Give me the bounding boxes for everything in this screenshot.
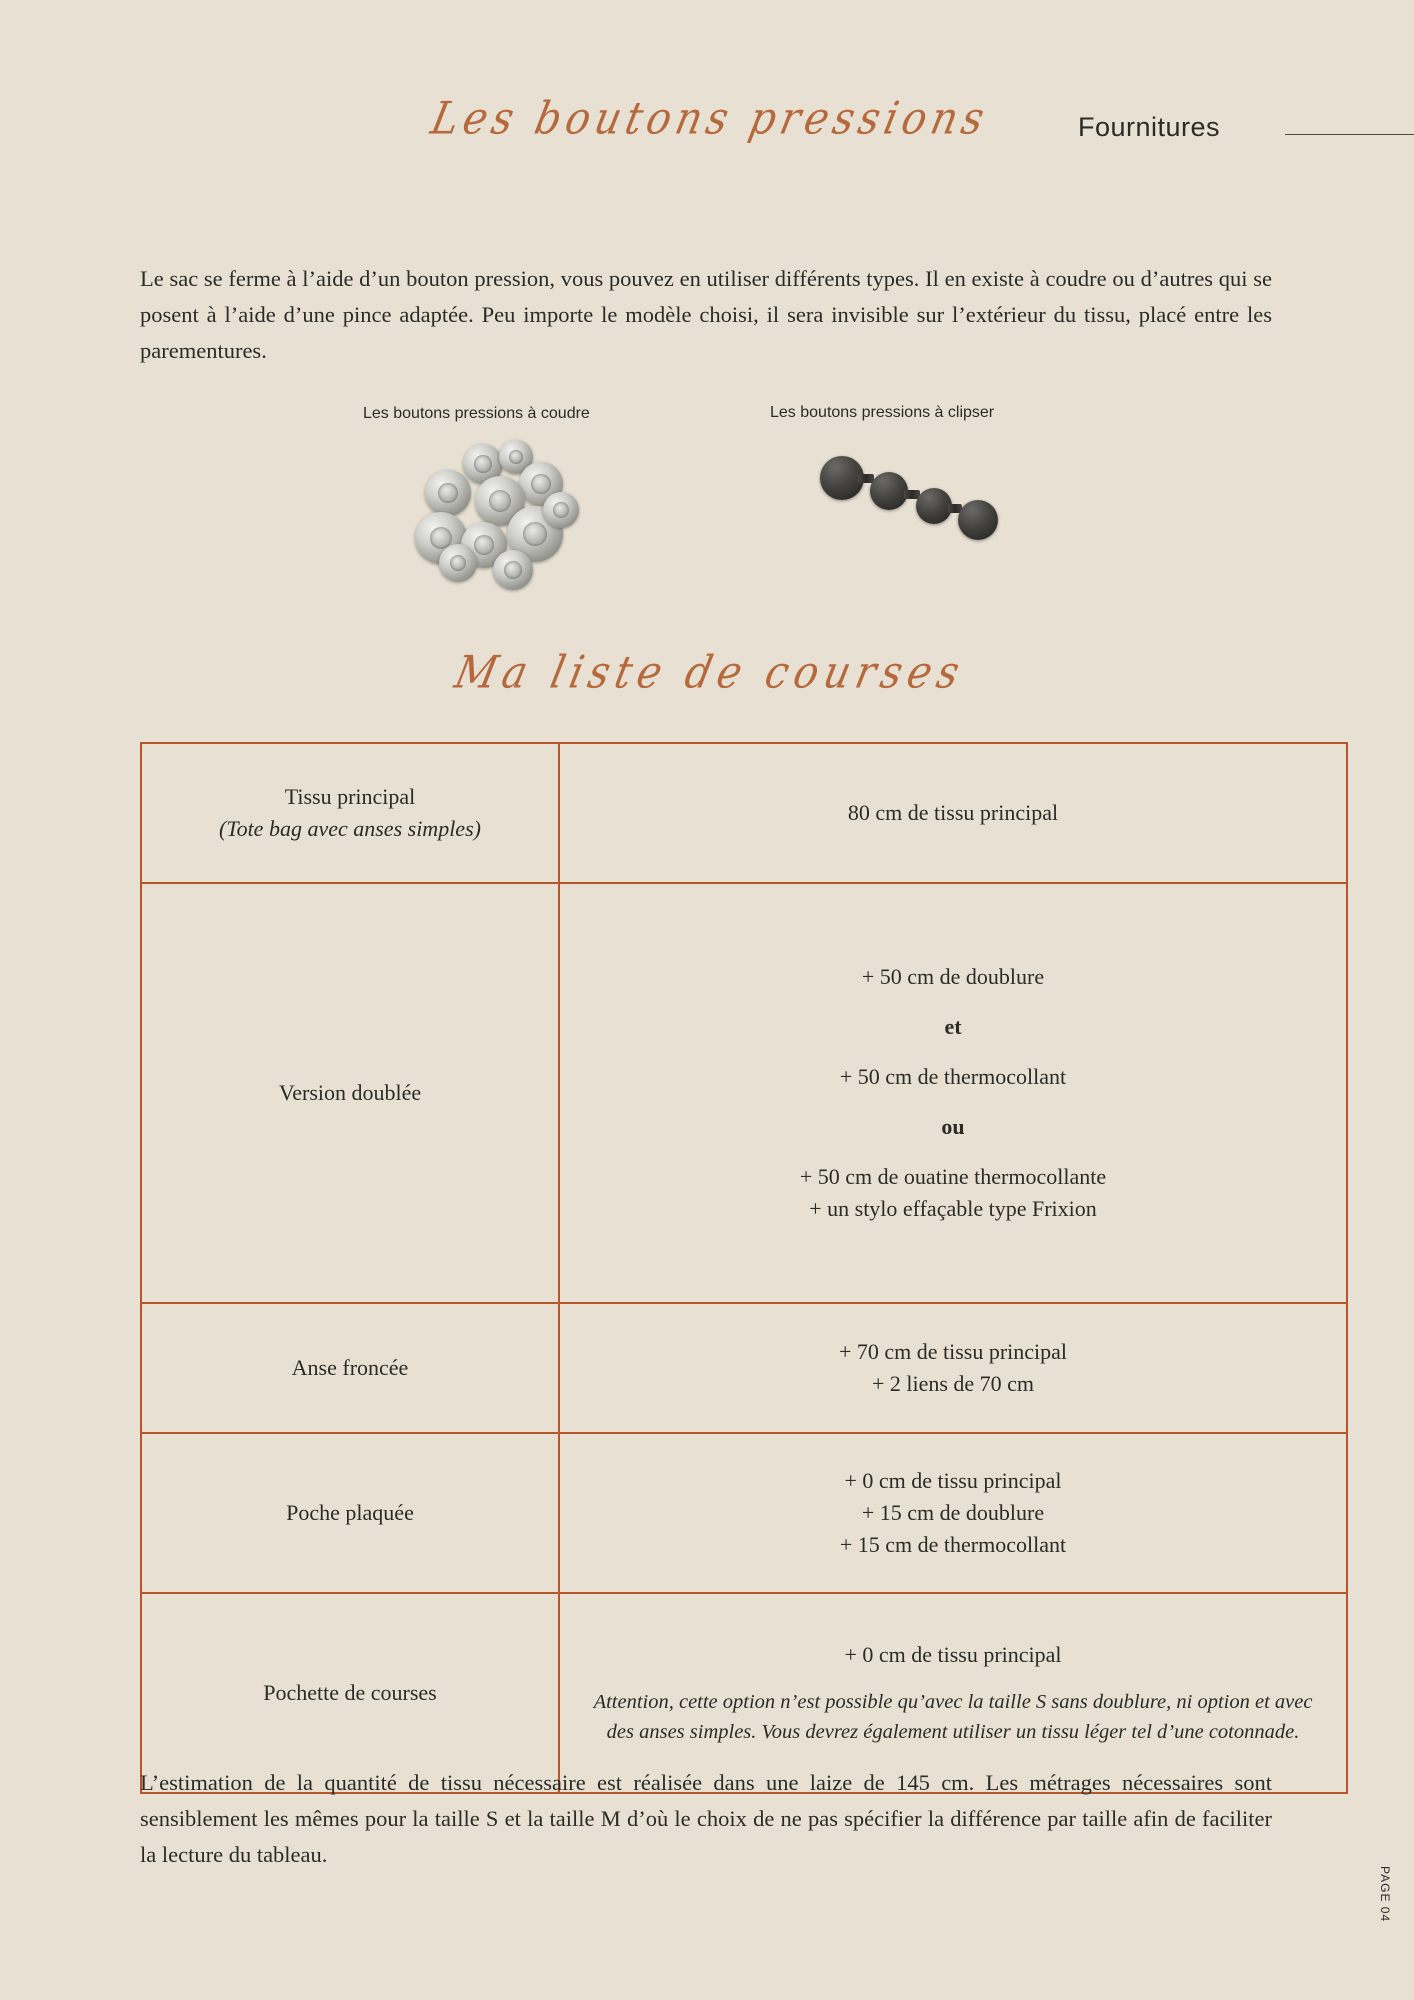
section-category-label: Fournitures [1078,112,1221,142]
intro-paragraph: Le sac se ferme à l’aide d’un bouton pression, vous pouvez en utiliser différents types. Il en existe à coudre ou d’autres qui se posent à l’aide d’une pince adaptée. Peu importe le modèle choisi, il sera invisible sur l’extérieur du tissu, placé entre les parementures. [140,265,1272,363]
table-row [141,1303,1347,1433]
value-line: 80 cm de tissu principal [847,800,1059,825]
value-line: + 50 cm de doublure [861,964,1045,989]
value-line: + un stylo effaçable type Frixion [809,1196,1097,1221]
shopping-list-title: Ma liste de courses [450,647,970,699]
spacer [578,1043,1328,1061]
table-row [141,743,1347,883]
row-label-shopping-pouch: Pochette de courses [141,1593,559,1793]
row-note: Attention, cette option n’est possible qu’avec la taille S sans doublure, ni option et avec des anses simples. Vous devrez également utiliser un tissu léger tel d’une cotonnade. [593,1691,1313,1743]
row-value-lined-version [559,883,1347,1303]
row-label-patch-pocket: Poche plaquée [141,1433,559,1593]
value-line: + 50 cm de ouatine thermocollante [799,1164,1107,1189]
value-line: + 50 cm de thermocollant [839,1064,1067,1089]
value-line: + 15 cm de thermocollant [839,1532,1067,1557]
figure-caption-sew-on-snaps: Les boutons pressions à coudre [363,405,590,422]
row-value-shopping-pouch [559,1593,1347,1793]
table-row [141,1433,1347,1593]
shopping-list-table [140,742,1348,1794]
row-label-main: Tissu principal [284,784,416,809]
figure-caption-clip-snaps: Les boutons pressions à clipser [770,404,995,421]
value-line: + 70 cm de tissu principal [838,1339,1068,1364]
row-label-gathered-handle: Anse froncée [141,1303,559,1433]
spacer [578,993,1328,1011]
value-line: + 15 cm de doublure [861,1500,1045,1525]
value-line: + 0 cm de tissu principal [844,1468,1062,1493]
table-row [141,883,1347,1303]
table-row [141,1593,1347,1793]
page-number: PAGE 04 [1378,1865,1392,1922]
row-label-sub: (Tote bag avec anses simples) [219,816,481,841]
value-connector-ou: ou [941,1114,965,1139]
row-label-fabric [141,743,559,883]
clip-snaps-photo [820,450,1000,570]
page-header [0,93,1414,166]
value-line: + 0 cm de tissu principal [844,1642,1062,1667]
value-line: + 2 liens de 70 cm [871,1371,1035,1396]
header-divider-line [1285,134,1414,135]
footer-paragraph: L’estimation de la quantité de tissu nécessaire est réalisée dans une laize de 145 cm. Les métrages nécessaires sont sensiblement les mêmes pour la taille S et la taille M d’où le choix de ne pas spécifier la différence par taille afin de faciliter la lecture du tableau. [140,1769,1272,1867]
spacer [578,1093,1328,1111]
page-title: Les boutons pressions [426,93,994,145]
spacer [578,1143,1328,1161]
row-value-gathered-handle [559,1303,1347,1433]
row-value-patch-pocket [559,1433,1347,1593]
value-connector-et: et [944,1014,962,1039]
row-value-fabric [559,743,1347,883]
sew-on-snaps-photo [415,440,605,590]
row-label-lined-version: Version doublée [141,883,559,1303]
